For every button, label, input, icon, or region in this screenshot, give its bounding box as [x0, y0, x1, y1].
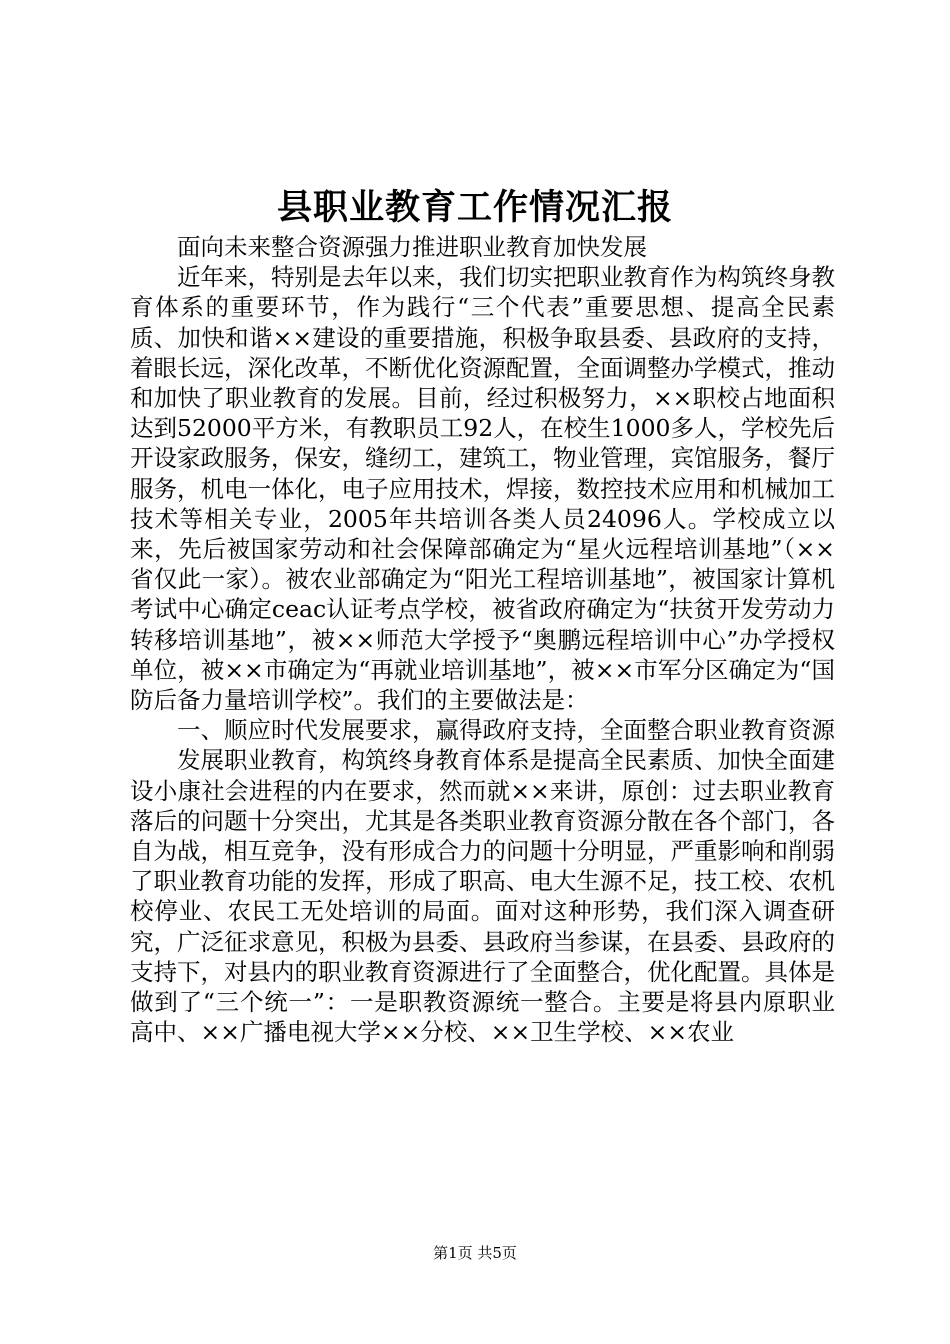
- document-title: 县职业教育工作情况汇报: [276, 187, 673, 228]
- document-body: [130, 232, 835, 1047]
- subtitle-paragraph: 面向未来整合资源强力推进职业教育加快发展: [177, 233, 647, 261]
- section-heading: 一、顺应时代发展要求，赢得政府支持，全面整合职业教育资源: [177, 716, 835, 745]
- body-paragraph: 发展职业教育，构筑终身教育体系是提高全民素质、加快全面建设小康社会进程的内在要求，然而就××来讲，原创：过去职业教育落后的问题十分突出，尤其是各类职业教育资源分散在各个部门，各自为战，相互竞争，没有形成合力的问题十分明显，严重影响和削弱了职业教育功能的发挥，形成了职高、电大生源不足，技工校、农机校停业、农民工无处培训的局面。面对这种形势，我们深入调查研究，广泛征求意见，积极为县委、县政府当参谋，在县委、县政府的支持下，对县内的职业教育资源进行了全面整合，优化配置。具体是做到了“三个统一”：一是职教资源统一整合。主要是将县内原职业高中、××广播电视大学××分校、××卫生学校、××农业: [130, 746, 835, 1047]
- page-number-footer: 第1页 共5页: [433, 1244, 517, 1262]
- intro-paragraph: 近年来，特别是去年以来，我们切实把职业教育作为构筑终身教育体系的重要环节，作为践行“三个代表”重要思想、提高全民素质、加快和谐××建设的重要措施，积极争取县委、县政府的支持，着眼长远，深化改革，不断优化资源配置，全面调整办学模式，推动和加快了职业教育的发展。目前，经过积极努力，××职校占地面积达到52000平方米，有教职员工92人，在校生1000多人，学校先后开设家政服务，保安，缝纫工，建筑工，物业管理，宾馆服务，餐厅服务，机电一体化，电子应用技术，焊接，数控技术应用和机械加工技术等相关专业，2005年共培训各类人员24096人。学校成立以来，先后被国家劳动和社会保障部确定为“星火远程培训基地”（××省仅此一家）。被农业部确定为“阳光工程培训基地”，被国家计算机考试中心确定ceac认证考点学校，被省政府确定为“扶贫开发劳动力转移培训基地”，被××师范大学授予“奥鹏远程培训中心”办学授权单位，被××市确定为“再就业培训基地”，被××市军分区确定为“国防后备力量培训学校”。我们的主要做法是：: [130, 263, 835, 715]
